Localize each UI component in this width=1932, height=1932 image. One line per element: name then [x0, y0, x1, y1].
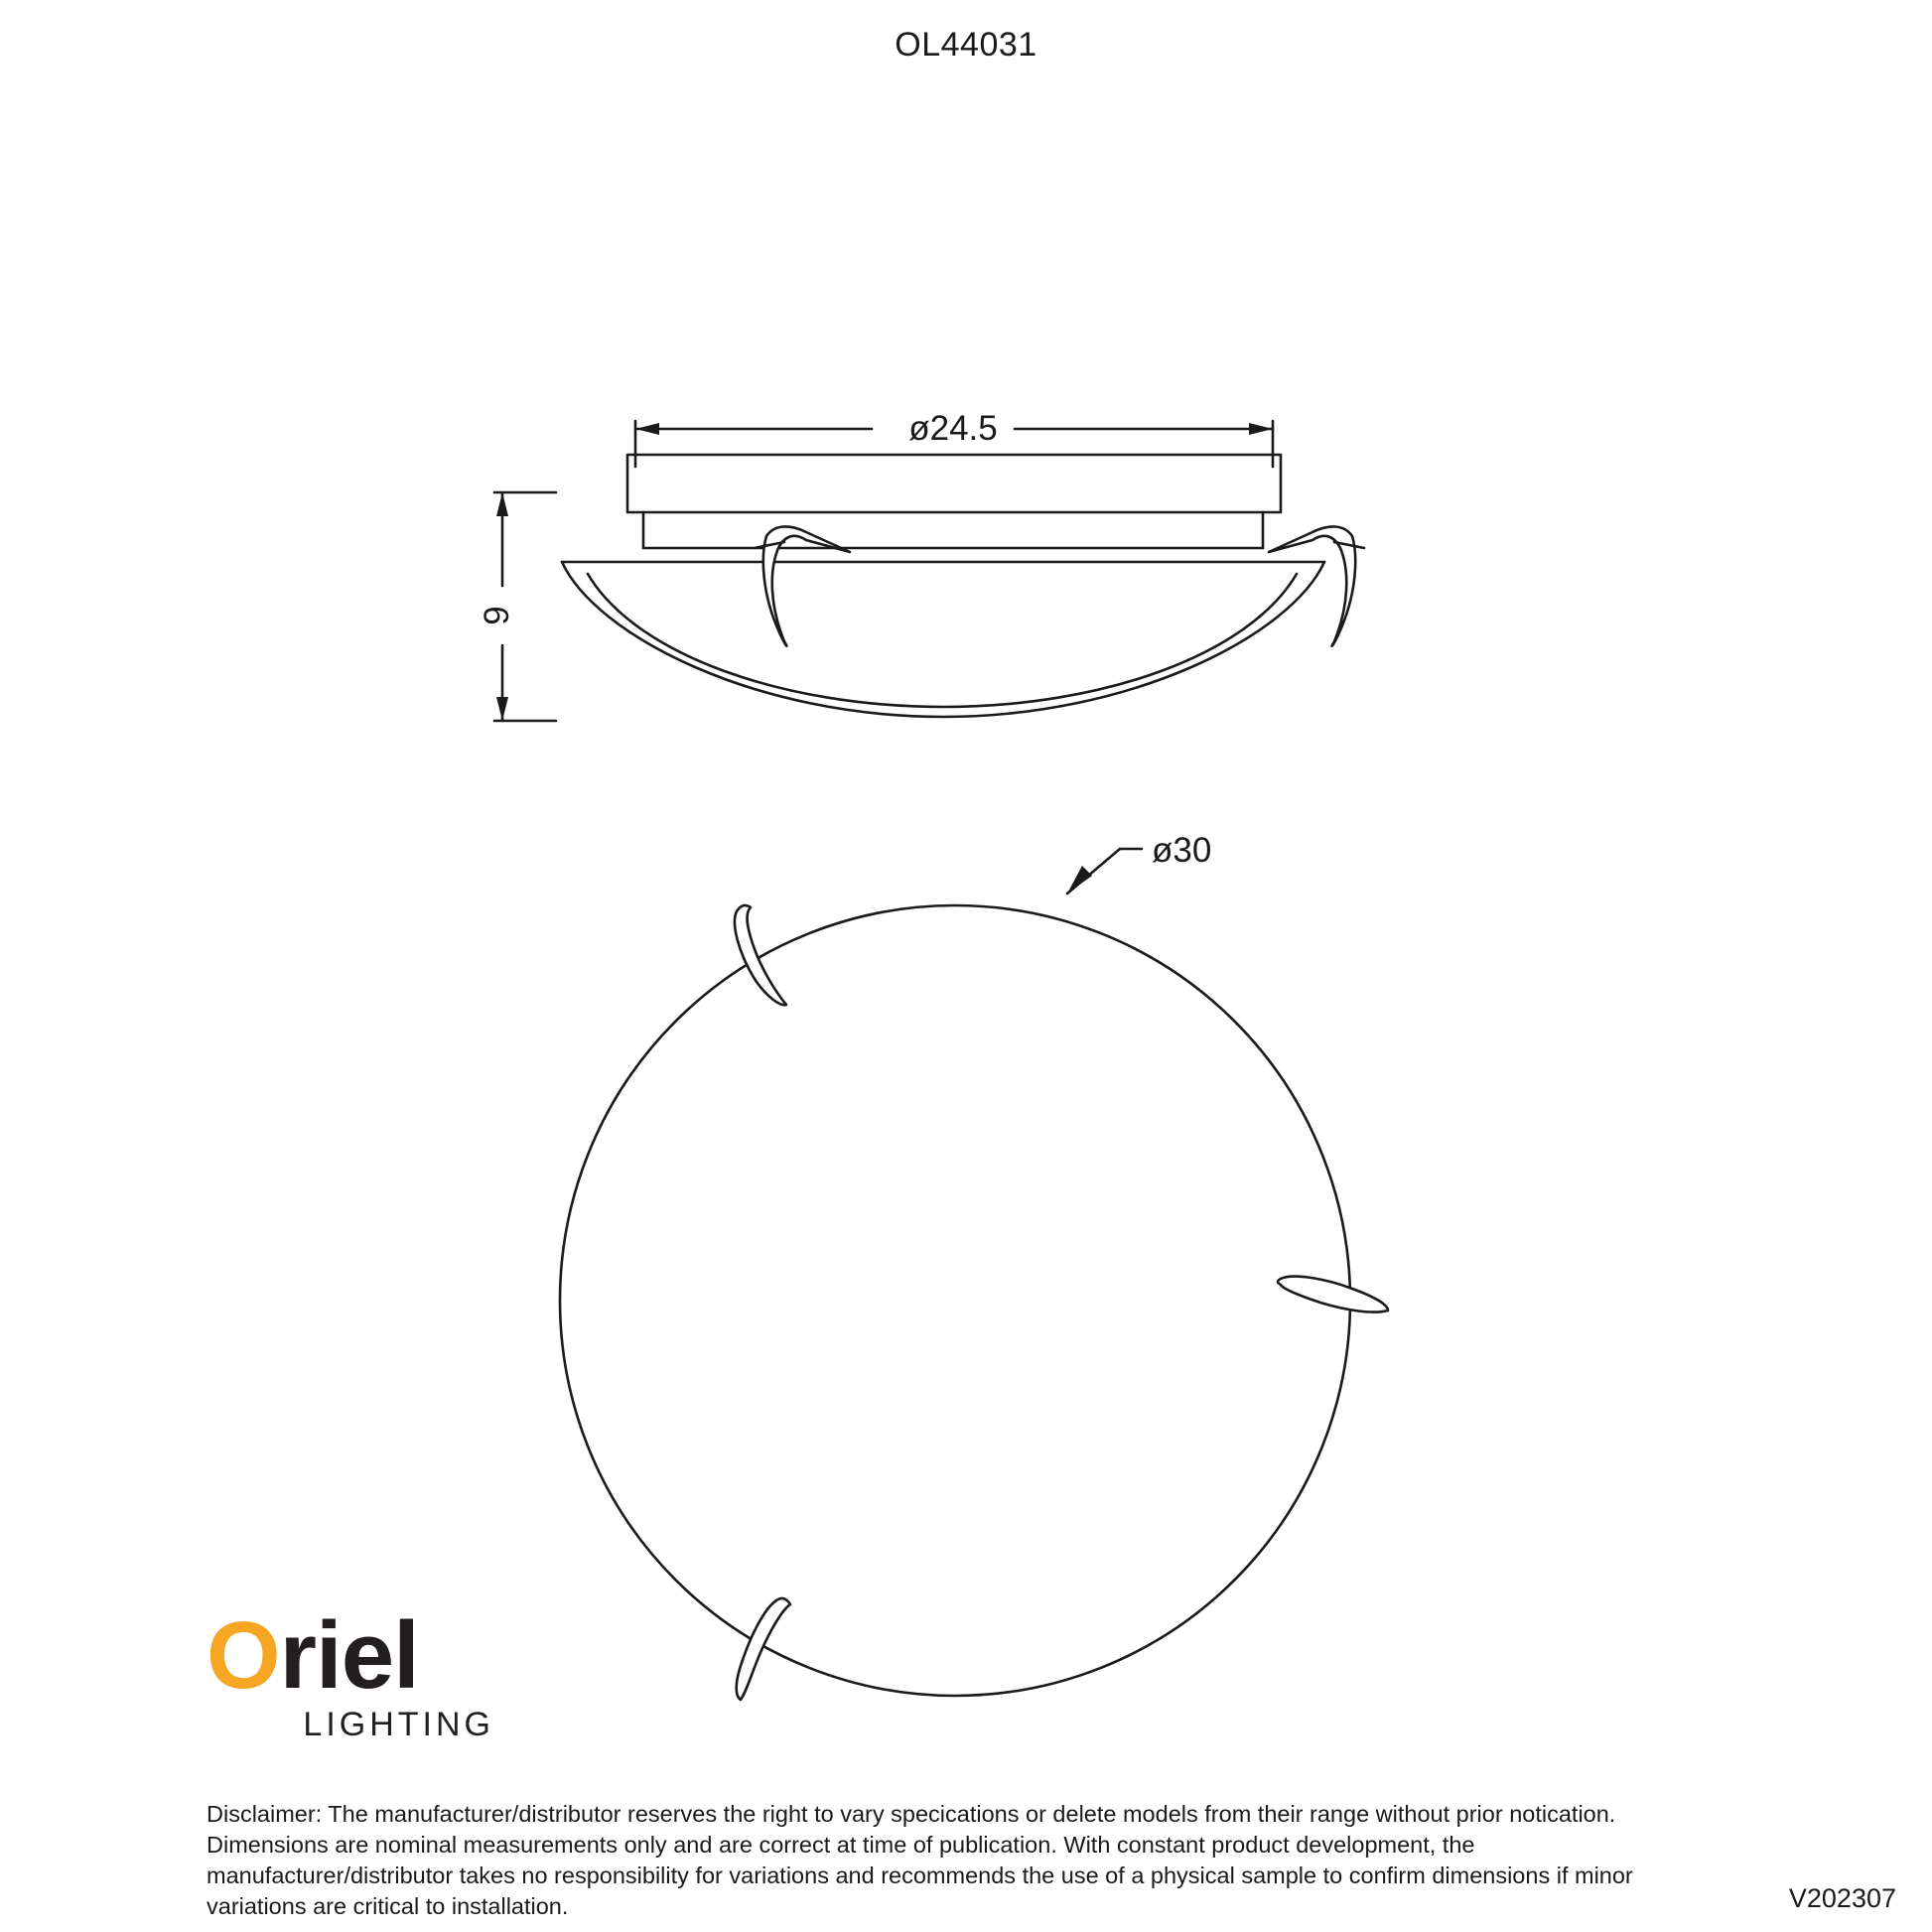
disclaimer-text: Disclaimer: The manufacturer/distributor reserves the right to vary specications or delete models from their range without prior notication. Dimensions are nominal measurements only and are correct at time of publication. With constant product development, the manufacturer/distributor takes no responsibility for variations and recommends the use of a physical sample to confirm dimensions if minor variations are critical to installation. — [207, 1801, 1633, 1919]
plan-view — [560, 849, 1388, 1700]
logo-wordmark — [207, 1602, 524, 1709]
version-label: V202307 — [1788, 1883, 1896, 1913]
logo-subtitle: LIGHTING — [303, 1706, 494, 1743]
logo-letter-o: O — [207, 1602, 280, 1709]
dimension-label-diameter-245: ø24.5 — [908, 409, 998, 448]
dimension-label-diameter-30: ø30 — [1152, 831, 1212, 870]
dimension-label-height-9: 9 — [478, 606, 516, 625]
page-title: OL44031 — [895, 26, 1037, 64]
logo-letters-riel: riel — [279, 1602, 419, 1709]
side-elevation-view — [494, 421, 1364, 721]
brand-logo — [207, 1602, 524, 1757]
diameter-dimension-30 — [1067, 849, 1142, 894]
